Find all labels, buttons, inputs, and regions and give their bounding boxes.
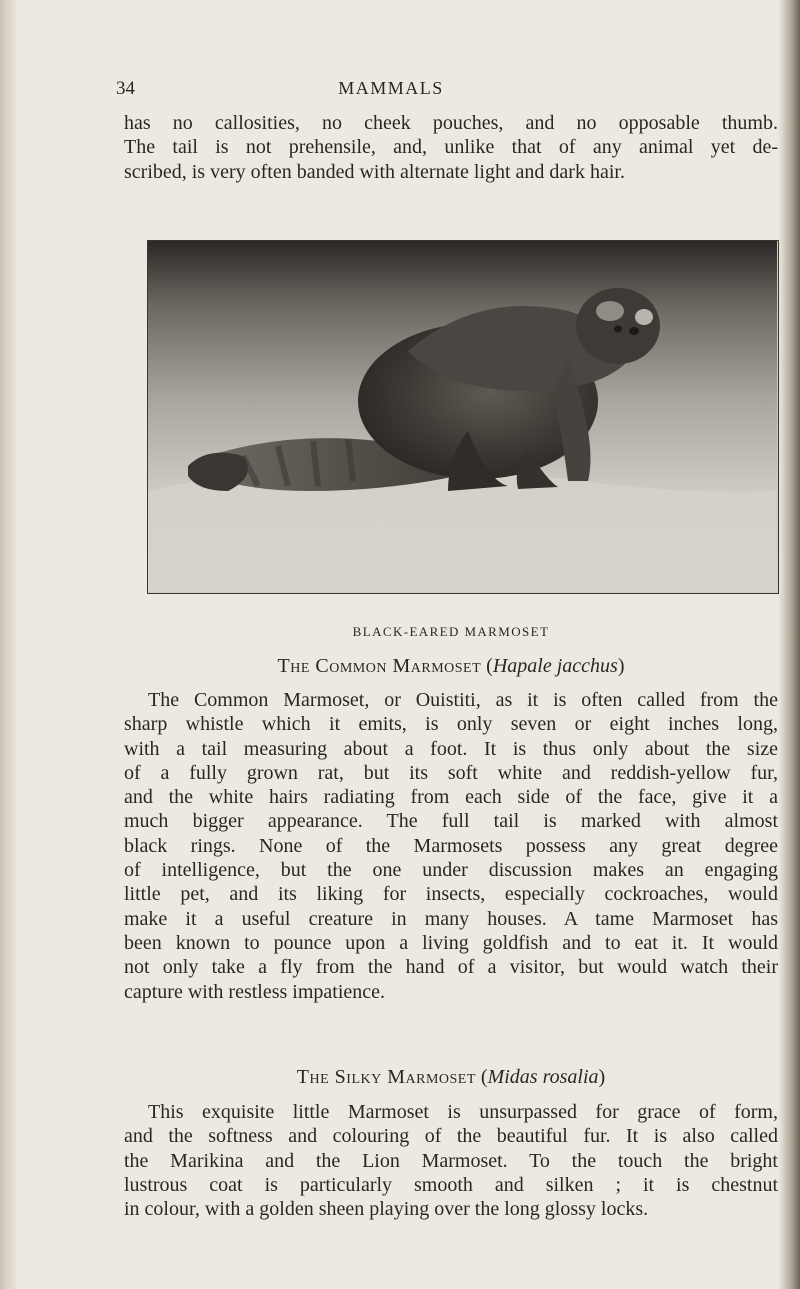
- text-line: has no callosities, no cheek pouches, and no opposable thumb.: [124, 112, 778, 134]
- silky-marmoset-paragraph: [124, 1100, 778, 1221]
- latin-name: Midas rosalia: [487, 1066, 599, 1088]
- text-line: of intelligence, but the one under discussion makes an engaging: [124, 859, 778, 882]
- text-line: with a tail measuring about a foot. It is thus only about the size: [124, 737, 778, 760]
- latin-name: Hapale jacchus: [492, 655, 618, 677]
- marmoset-photograph: [147, 240, 779, 594]
- text-line: The tail is not prehensile, and, unlike that of any animal yet de-: [124, 136, 778, 159]
- text-line: This exquisite little Marmoset is unsurpassed for grace of form,: [148, 1101, 778, 1123]
- running-head: MAMMALS: [338, 78, 444, 98]
- section-title: The Common Marmoset: [277, 655, 482, 677]
- text-line: scribed, is very often banded with alternate light and dark hair.: [124, 160, 625, 183]
- text-line: capture with restless impatience.: [124, 980, 386, 1003]
- text-line: not only take a fly from the hand of a visitor, but would watch their: [124, 956, 778, 979]
- intro-paragraph: [124, 111, 778, 184]
- page-header: [116, 78, 666, 102]
- text-line: lustrous coat is particularly smooth and silken ; it is chestnut: [124, 1173, 778, 1196]
- common-marmoset-paragraph: [124, 688, 778, 1004]
- text-line: the Marikina and the Lion Marmoset. To the touch the bright: [124, 1149, 778, 1172]
- section-heading-silky-marmoset: The Silky Marmoset (Midas rosalia): [296, 1066, 606, 1088]
- text-line: been known to pounce upon a living goldfish and to eat it. It would: [124, 931, 778, 954]
- text-line: make it a useful creature in many houses. A tame Marmoset has: [124, 907, 778, 930]
- text-line: of a fully grown rat, but its soft white and reddish-yellow fur,: [124, 761, 778, 784]
- page-binding-edge-right: [778, 0, 800, 1289]
- page-number: 34: [116, 78, 135, 99]
- section-title: The Silky Marmoset: [296, 1066, 476, 1088]
- text-line: black rings. None of the Marmosets possess any great degree: [124, 834, 778, 857]
- text-line: in colour, with a golden sheen playing over the long glossy locks.: [124, 1198, 649, 1221]
- text-line: little pet, and its liking for insects, especially cockroaches, would: [124, 883, 778, 906]
- section-heading-common-marmoset: The Common Marmoset (Hapale jacchus): [277, 655, 625, 677]
- text-line: sharp whistle which it emits, is only seven or eight inches long,: [124, 713, 778, 736]
- text-line: and the white hairs radiating from each side of the face, give it a: [124, 786, 778, 809]
- text-line: and the softness and colouring of the beautiful fur. It is also called: [124, 1125, 778, 1148]
- page-binding-edge-left: [0, 0, 16, 1289]
- text-line: The Common Marmoset, or Ouistiti, as it is often called from the: [148, 689, 778, 711]
- text-line: much bigger appearance. The full tail is marked with almost: [124, 810, 778, 833]
- figure-caption: BLACK-EARED MARMOSET: [352, 624, 550, 639]
